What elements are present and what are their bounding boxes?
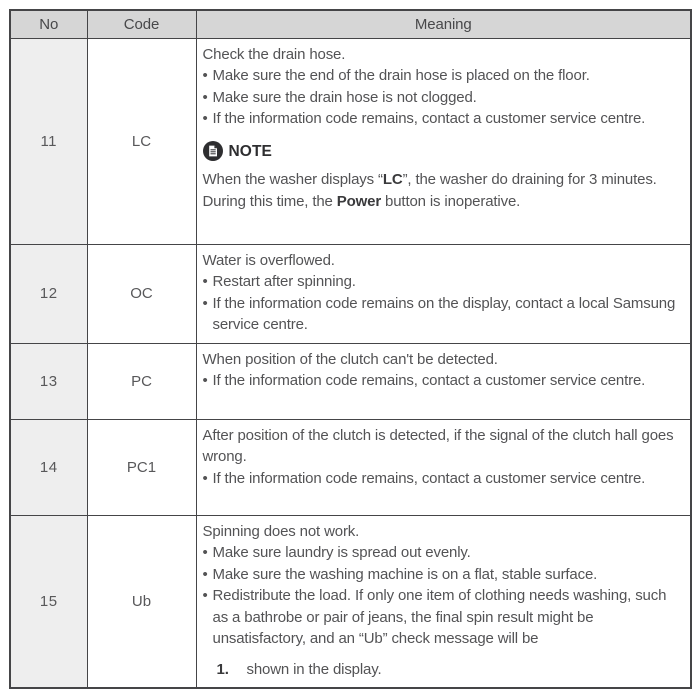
bullet-item <box>203 108 683 130</box>
bullet-item <box>203 468 683 490</box>
bullet-marker: • <box>202 88 208 106</box>
meaning-cell <box>196 343 691 419</box>
column-header-code: Code <box>87 10 196 38</box>
meaning-cell <box>196 244 691 343</box>
bullet-text: Make sure laundry is spread out evenly. <box>212 544 471 561</box>
table-header <box>10 10 691 38</box>
bullet-text: If the information code remains, contact a customer service centre. <box>212 469 646 487</box>
bullet-marker: • <box>202 372 208 389</box>
note-text: When the washer displays “LC”, the washer do draining for 3 minutes. During this time, the Power button is inoperative. <box>202 171 657 210</box>
bullet-text: Make sure the end of the drain hose is placed on the floor. <box>212 67 590 84</box>
bullet-marker: • <box>202 294 208 312</box>
numbered-item-number: 1. <box>216 660 229 678</box>
meaning-intro: When position of the clutch can't be detected. <box>202 350 498 368</box>
bullet-item <box>203 65 683 87</box>
no-cell: 12 <box>10 244 87 343</box>
table-row <box>10 343 691 419</box>
bullet-text: If the information code remains, contact a customer service centre. <box>212 110 646 127</box>
meaning-intro: Check the drain hose. <box>202 45 346 63</box>
code-cell: PC1 <box>87 419 196 515</box>
table-row <box>10 515 691 688</box>
table-row <box>10 419 691 515</box>
bullet-item <box>203 370 683 392</box>
meaning-cell <box>196 515 691 688</box>
information-code-table <box>9 9 692 689</box>
meaning-cell <box>196 38 691 244</box>
no-cell: 14 <box>10 419 87 515</box>
code-cell: LC <box>87 38 196 244</box>
meaning-intro: Spinning does not work. <box>202 522 360 540</box>
bullet-item <box>203 87 683 109</box>
bullet-marker: • <box>202 110 208 127</box>
meaning-intro: After position of the clutch is detected, if the signal of the clutch hall goes wrong. <box>202 426 674 465</box>
code-cell: PC <box>87 343 196 419</box>
header-row <box>10 10 691 38</box>
bullet-item <box>203 293 683 336</box>
table-row <box>10 244 691 343</box>
bullet-text: Make sure the drain hose is not clogged. <box>212 88 477 106</box>
bullet-item <box>203 542 683 564</box>
numbered-item-text: shown in the display. <box>246 660 382 678</box>
bullet-marker: • <box>202 565 208 583</box>
bullet-text: Redistribute the load. If only one item of clothing needs washing, such as a bathrobe or pair of jeans, the final spin result might be unsatisfactory, and an “Ub” check message will be <box>212 587 667 647</box>
no-cell: 13 <box>10 343 87 419</box>
bullet-text: If the information code remains on the display, contact a local Samsung service centre. <box>212 294 676 333</box>
no-cell: 11 <box>10 38 87 244</box>
note-label: NOTE <box>228 142 272 160</box>
bullet-item <box>203 585 683 650</box>
column-header-meaning: Meaning <box>196 10 691 38</box>
code-cell: OC <box>87 244 196 343</box>
numbered-item <box>203 659 683 681</box>
bullet-marker: • <box>202 587 208 604</box>
meaning-cell <box>196 419 691 515</box>
column-header-no: No <box>10 10 87 38</box>
bullet-item <box>203 564 683 586</box>
bullet-text: Restart after spinning. <box>212 273 356 290</box>
bullet-marker: • <box>202 67 208 84</box>
bullet-text: If the information code remains, contact a customer service centre. <box>212 372 646 389</box>
bullet-marker: • <box>202 469 208 487</box>
table-row <box>10 38 691 244</box>
bullet-marker: • <box>202 544 208 561</box>
bullet-marker: • <box>202 273 208 290</box>
bullet-text: Make sure the washing machine is on a flat, stable surface. <box>212 565 598 583</box>
table-body <box>10 38 691 688</box>
meaning-intro: Water is overflowed. <box>202 251 335 269</box>
note-icon <box>203 141 223 161</box>
bullet-item <box>203 271 683 293</box>
note-heading <box>203 141 683 163</box>
code-cell: Ub <box>87 515 196 688</box>
no-cell: 15 <box>10 515 87 688</box>
